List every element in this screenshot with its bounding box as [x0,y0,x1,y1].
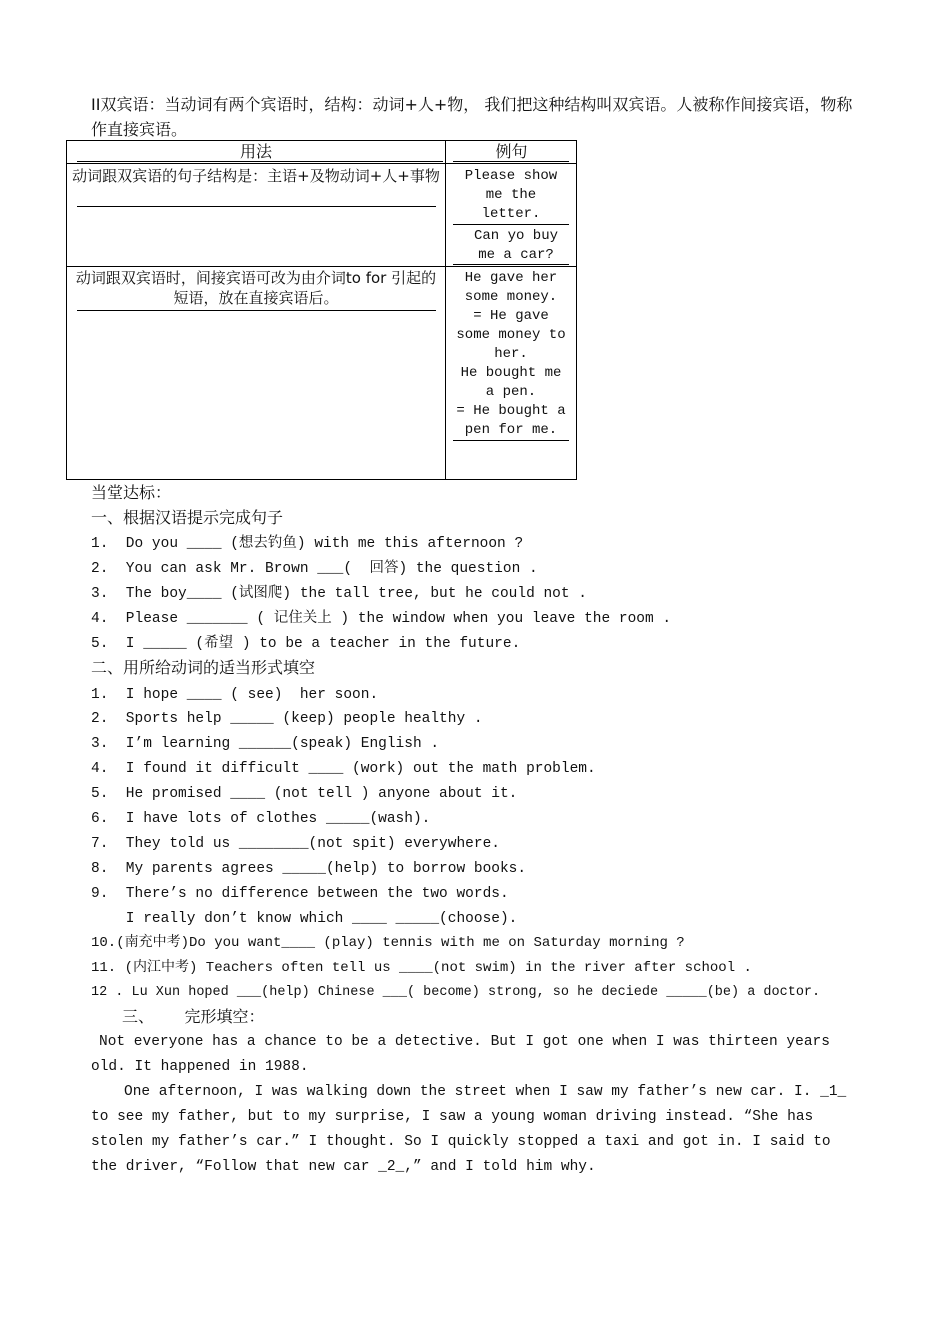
usage-underline [77,310,436,311]
table-row-1-example-2: Can yo buy me a car? [473,228,558,263]
section-2-item: I really don’t know which ____ _____(choose). [91,911,518,927]
example-underline [453,264,569,265]
section-1-item: 4. Please _______ ( 记住关上 ) the window when you leave the room . [91,611,672,627]
section-1-item: 2. You can ask Mr. Brown ___( 回答) the question . [91,561,538,577]
section-2-item: 12 . Lu Xun hoped ___(help) Chinese ___( become) strong, so he deciede _____(be) a doctor. [91,985,821,1000]
section-3-title: 三、 完形填空： [122,1007,265,1026]
table-row-2-usage: 动词跟双宾语时，间接宾语可改为由介词to for 引起的短语，放在直接宾语后。 [75,269,437,307]
section-2-item: 10.(南充中考)Do you want____ (play) tennis with me on Saturday morning ? [91,935,685,951]
cloze-paragraph-2: One afternoon, I was walking down the street when I saw my father’s new car. I. _1_ to see my father, but to my surprise, I saw a young woman driving instead. “She has stolen my father’s car.” I thought. So I quickly stopped a taxi and got in. I said to the driver, “Follow that new car _2_,” and I told him why. [91,1084,847,1175]
table-header-usage: 用法 [239,142,272,161]
example-underline [453,440,569,441]
grammar-table [66,140,577,480]
table-row-2-example-1: He gave her some money. [464,270,558,305]
table-row-1-usage: 动词跟双宾语的句子结构是：主语+及物动词+人+事物 [72,167,440,185]
table-row-2-example-2: = He gave some money to her. [456,308,566,362]
section-2-item: 9. There’s no difference between the two words. [91,886,509,902]
section-2-item: 11. (内江中考) Teachers often tell us ____(not swim) in the river after school . [91,960,752,976]
table-row-2-example-4: = He bought a pen for me. [456,403,566,438]
section-1-item: 5. I _____ (希望 ) to be a teacher in the future. [91,636,521,652]
table-header-divider [67,163,576,164]
section-1-item: 3. The boy____ (试图爬) the tall tree, but he could not . [91,586,587,602]
practice-title: 当堂达标： [91,483,172,502]
section-2-item: 4. I found it difficult ____ (work) out the math problem. [91,761,596,777]
section-2-item: 8. My parents agrees _____(help) to borrow books. [91,861,527,877]
table-row-2-example-3: He bought me a pen. [460,365,562,400]
section-2-item: 3. I’m learning ______(speak) English . [91,736,440,752]
table-row-divider [67,266,576,267]
header-underline [453,161,569,162]
table-header-example: 例句 [495,142,528,161]
section-2-title: 二、用所给动词的适当形式填空 [91,658,316,677]
table-column-divider [445,141,446,479]
header-underline [77,161,443,162]
example-underline [453,224,569,225]
cloze-paragraph-1: Not everyone has a chance to be a detective. But I got one when I was thirteen years old. It happened in 1988. [91,1034,830,1075]
intro-paragraph: II双宾语：当动词有两个宾语时，结构：动词+人+物， 我们把这种结构叫双宾语。人被称作间接宾语，物称作直接宾语。 [91,95,853,139]
section-2-item: 7. They told us ________(not spit) everywhere. [91,836,500,852]
section-2-item: 6. I have lots of clothes _____(wash). [91,811,431,827]
table-row-1-example-1: Please show me the letter. [464,168,558,222]
section-2-item: 5. He promised ____ (not tell ) anyone about it. [91,786,518,802]
usage-underline [77,206,436,207]
section-1-title: 一、根据汉语提示完成句子 [91,508,284,527]
section-2-item: 1. I hope ____ ( see) her soon. [91,687,379,703]
section-2-item: 2. Sports help _____ (keep) people healthy . [91,711,483,727]
section-1-item: 1. Do you ____ (想去钓鱼) with me this afternoon ? [91,536,524,552]
